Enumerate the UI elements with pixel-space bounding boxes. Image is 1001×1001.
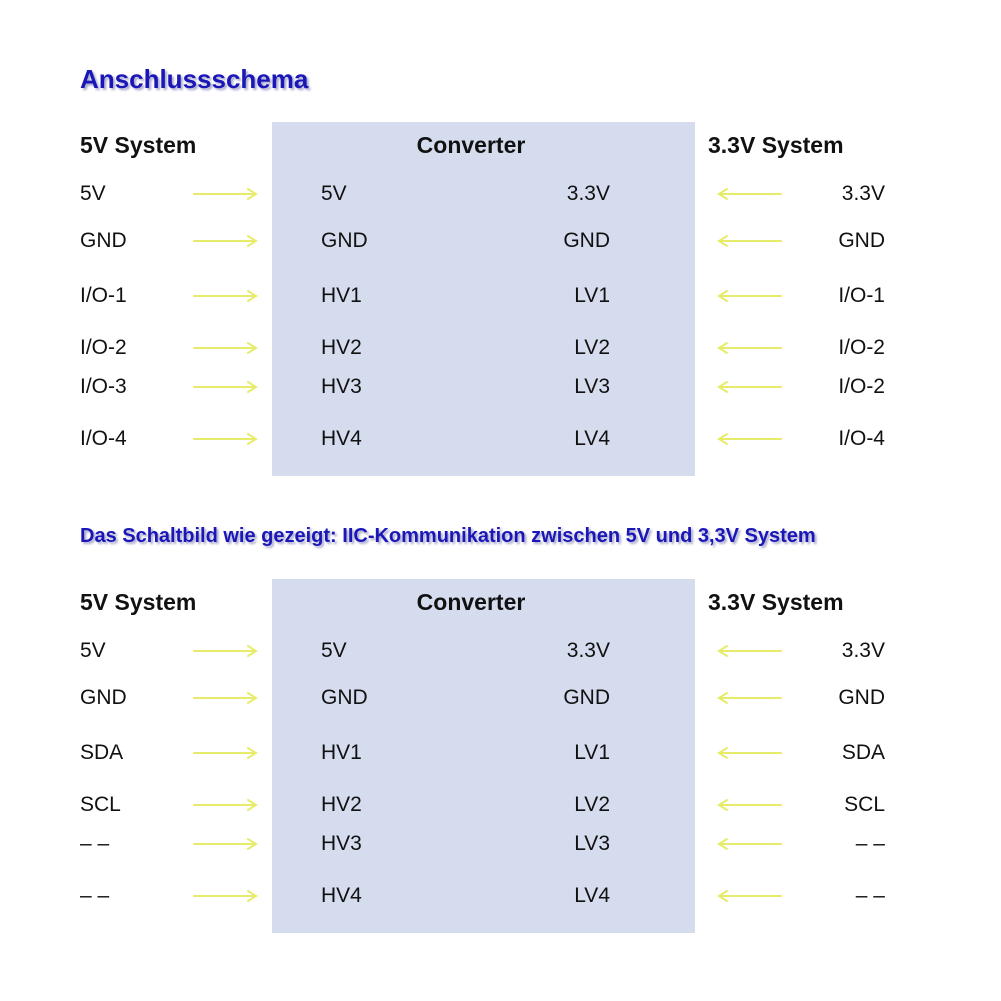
arrow-left-icon <box>716 743 782 763</box>
pin-3v3-side: GND <box>838 686 885 709</box>
converter-hv-pin: HV2 <box>321 793 362 816</box>
converter-lv-pin: GND <box>563 686 610 709</box>
pin-3v3-side: 3.3V <box>841 182 885 205</box>
pin-5v-side: – – <box>80 832 110 855</box>
arrow-right-icon <box>193 429 259 449</box>
pin-5v-side: SCL <box>80 793 121 816</box>
arrow-right-icon <box>193 641 259 661</box>
connection-row <box>0 738 1001 768</box>
arrow-right-icon <box>193 338 259 358</box>
connection-row <box>0 790 1001 820</box>
header-5v-system: 5V System <box>80 132 197 158</box>
converter-lv-pin: 3.3V <box>566 182 610 205</box>
converter-lv-pin: LV3 <box>574 375 610 398</box>
connection-table-iic <box>0 575 1001 935</box>
arrow-left-icon <box>716 834 782 854</box>
pin-5v-side: GND <box>80 229 127 252</box>
header-converter: Converter <box>416 589 526 615</box>
pin-3v3-side: I/O-4 <box>838 427 885 450</box>
header-3v3-system: 3.3V System <box>708 132 844 158</box>
header-5v-system: 5V System <box>80 589 197 615</box>
diagram-title: Anschlussschema <box>80 64 309 94</box>
converter-lv-pin: GND <box>563 229 610 252</box>
connection-row <box>0 372 1001 402</box>
pin-5v-side: I/O-4 <box>80 427 127 450</box>
converter-hv-pin: HV1 <box>321 284 362 307</box>
pin-3v3-side: SDA <box>841 741 885 764</box>
converter-hv-pin: GND <box>321 229 368 252</box>
arrow-right-icon <box>193 834 259 854</box>
pin-3v3-side: – – <box>855 884 885 907</box>
arrow-left-icon <box>716 338 782 358</box>
pin-5v-side: I/O-1 <box>80 284 127 307</box>
pin-3v3-side: I/O-2 <box>838 375 885 398</box>
arrow-right-icon <box>193 795 259 815</box>
arrow-right-icon <box>193 886 259 906</box>
pin-5v-side: – – <box>80 884 110 907</box>
converter-hv-pin: GND <box>321 686 368 709</box>
converter-lv-pin: LV4 <box>574 427 610 450</box>
arrow-right-icon <box>193 231 259 251</box>
converter-hv-pin: HV1 <box>321 741 362 764</box>
pin-5v-side: 5V <box>80 639 106 662</box>
pin-5v-side: SDA <box>80 741 124 764</box>
connection-row <box>0 424 1001 454</box>
diagram-subtitle: Das Schaltbild wie gezeigt: IIC-Kommunikation zwischen 5V und 3,3V System <box>80 525 816 547</box>
converter-hv-pin: HV2 <box>321 336 362 359</box>
converter-hv-pin: HV3 <box>321 375 362 398</box>
arrow-right-icon <box>193 184 259 204</box>
converter-lv-pin: LV4 <box>574 884 610 907</box>
converter-hv-pin: 5V <box>321 182 347 205</box>
arrow-left-icon <box>716 184 782 204</box>
connection-row <box>0 636 1001 666</box>
connection-row <box>0 226 1001 256</box>
converter-lv-pin: LV1 <box>574 284 610 307</box>
connection-row <box>0 881 1001 911</box>
connection-row <box>0 333 1001 363</box>
pin-5v-side: I/O-2 <box>80 336 127 359</box>
arrow-right-icon <box>193 286 259 306</box>
arrow-left-icon <box>716 286 782 306</box>
converter-lv-pin: 3.3V <box>566 639 610 662</box>
arrow-right-icon <box>193 743 259 763</box>
pin-3v3-side: I/O-2 <box>838 336 885 359</box>
converter-lv-pin: LV2 <box>574 336 610 359</box>
arrow-left-icon <box>716 886 782 906</box>
pin-3v3-side: SCL <box>844 793 885 816</box>
connection-row <box>0 281 1001 311</box>
header-converter: Converter <box>416 132 526 158</box>
arrow-right-icon <box>193 688 259 708</box>
arrow-right-icon <box>193 377 259 397</box>
converter-hv-pin: HV3 <box>321 832 362 855</box>
arrow-left-icon <box>716 688 782 708</box>
arrow-left-icon <box>716 429 782 449</box>
converter-hv-pin: 5V <box>321 639 347 662</box>
converter-hv-pin: HV4 <box>321 427 362 450</box>
pin-3v3-side: GND <box>838 229 885 252</box>
pin-3v3-side: I/O-1 <box>838 284 885 307</box>
pin-3v3-side: 3.3V <box>841 639 885 662</box>
connection-row <box>0 683 1001 713</box>
connection-table-io <box>0 118 1001 478</box>
connection-row <box>0 829 1001 859</box>
pin-5v-side: GND <box>80 686 127 709</box>
pin-3v3-side: – – <box>855 832 885 855</box>
converter-hv-pin: HV4 <box>321 884 362 907</box>
converter-lv-pin: LV3 <box>574 832 610 855</box>
arrow-left-icon <box>716 641 782 661</box>
pin-5v-side: 5V <box>80 182 106 205</box>
arrow-left-icon <box>716 795 782 815</box>
pin-5v-side: I/O-3 <box>80 375 127 398</box>
header-3v3-system: 3.3V System <box>708 589 844 615</box>
arrow-left-icon <box>716 377 782 397</box>
connection-row <box>0 179 1001 209</box>
arrow-left-icon <box>716 231 782 251</box>
converter-lv-pin: LV2 <box>574 793 610 816</box>
converter-lv-pin: LV1 <box>574 741 610 764</box>
